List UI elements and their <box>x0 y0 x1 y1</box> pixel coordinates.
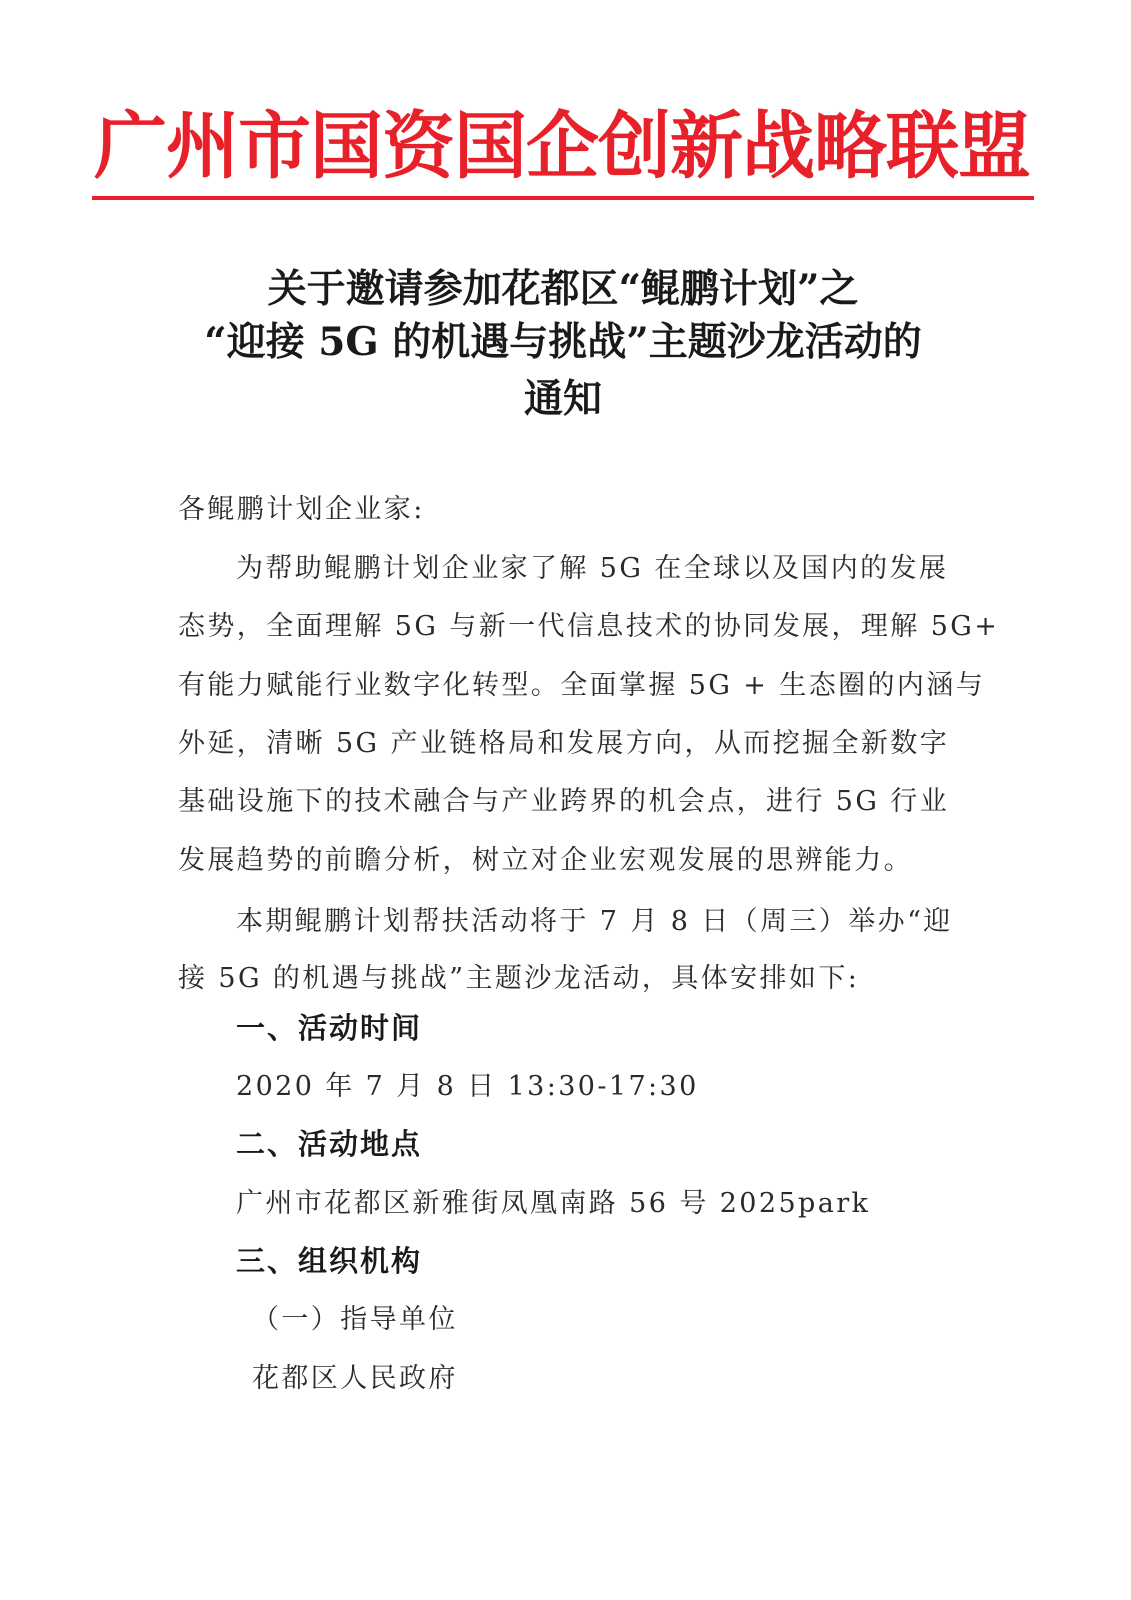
paragraph-2-line-2: 接 5G 的机遇与挑战”主题沙龙活动，具体安排如下: <box>178 963 860 994</box>
paragraph-1-line-6: 发展趋势的前瞻分析，树立对企业宏观发展的思辨能力。 <box>178 845 913 876</box>
guide-unit-value: 花都区人民政府 <box>252 1363 458 1394</box>
section-time-heading: 一、活动时间 <box>236 1011 423 1045</box>
document-title-line-3: 通知 <box>523 376 602 422</box>
letterhead-rule <box>92 196 1034 200</box>
document-title-line-2: “迎接 5G 的机遇与挑战”主题沙龙活动的 <box>204 319 922 365</box>
paragraph-1-line-5: 基础设施下的技术融合与产业跨界的机会点，进行 5G 行业 <box>178 786 950 817</box>
section-place-value: 广州市花都区新雅街凤凰南路 56 号 2025park <box>236 1188 871 1219</box>
paragraph-1-line-1: 为帮助鲲鹏计划企业家了解 5G 在全球以及国内的发展 <box>236 553 949 584</box>
paragraph-2-line-1: 本期鲲鹏计划帮扶活动将于 7 月 8 日（周三）举办“迎 <box>236 906 953 937</box>
paragraph-1-line-4: 外延，清晰 5G 产业链格局和发展方向，从而挖掘全新数字 <box>178 728 950 759</box>
section-organization-heading: 三、组织机构 <box>236 1244 423 1278</box>
salutation: 各鲲鹏计划企业家: <box>178 494 425 525</box>
paragraph-1-line-3: 有能力赋能行业数字化转型。全面掌握 5G + 生态圈的内涵与 <box>178 670 986 701</box>
guide-unit-subheading: （一）指导单位 <box>252 1304 458 1335</box>
letterhead-title: 广州市国资国企创新战略联盟 <box>94 103 1030 189</box>
section-time-value: 2020 年 7 月 8 日 13:30-17:30 <box>236 1071 699 1102</box>
document-title-line-1: 关于邀请参加花都区“鲲鹏计划”之 <box>267 266 859 312</box>
paragraph-1-line-2: 态势，全面理解 5G 与新一代信息技术的协同发展，理解 5G+ <box>178 611 1000 642</box>
section-place-heading: 二、活动地点 <box>236 1127 423 1161</box>
